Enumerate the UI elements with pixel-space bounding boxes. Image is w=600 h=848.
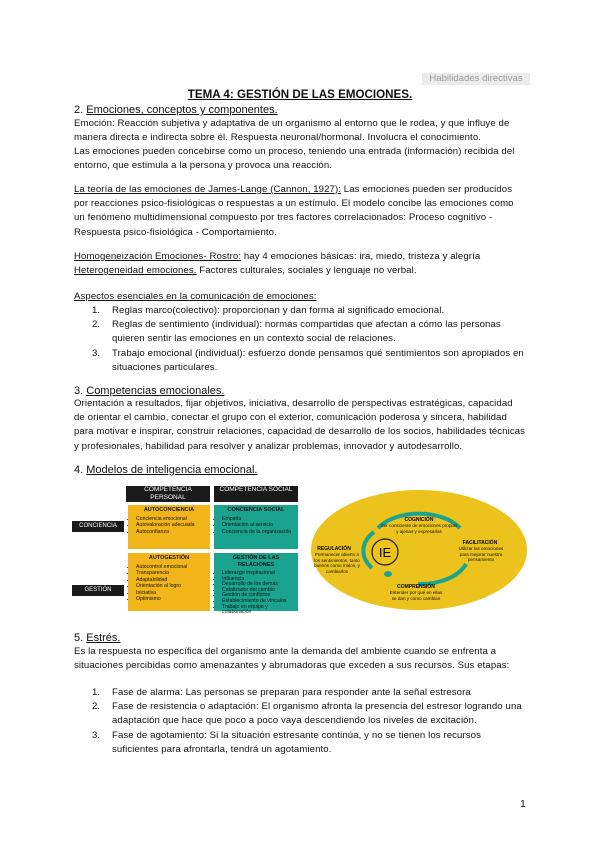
cognition-text-wrap xyxy=(380,523,458,543)
list-item: • Empatía xyxy=(222,516,294,522)
emotion-label: Emoción: xyxy=(74,118,115,129)
list-item: • Trabajo en equipo y colaboración xyxy=(222,605,294,616)
list-text: Reglas marco(colectivo): proporcionan y dan forma al significado emocional. xyxy=(112,305,445,316)
section-5-heading xyxy=(74,631,120,645)
emotion-definition xyxy=(74,117,526,145)
section-2-number: 2. xyxy=(74,104,84,116)
list-item: • Iniciativa xyxy=(136,590,206,596)
cycle-arrow xyxy=(384,571,392,577)
box-self-awareness xyxy=(128,505,210,549)
emotion-text: Reacción subjetiva y adaptativa de un organismo al entorno que le rodea, y que influye de manera directa e indirecta sobre él. Respuesta neuronal/hormonal. Involucra el conocimiento. xyxy=(74,118,510,144)
list-number: 3. xyxy=(92,347,101,359)
stress-stages-list xyxy=(74,686,526,757)
list-item: • Desarrollo de los demás xyxy=(222,582,294,588)
box-list xyxy=(214,569,298,616)
aspects-list xyxy=(74,304,526,375)
section-2-heading xyxy=(74,103,278,117)
list-number: 2. xyxy=(92,701,101,713)
cognition-title: COGNICIÓN xyxy=(404,517,434,523)
facilitation-text-wrap xyxy=(454,546,508,566)
box-title: CONCIENCIA SOCIAL xyxy=(227,507,285,513)
box-list xyxy=(214,514,298,535)
facilitation-title: FACILITACIÓN xyxy=(462,540,498,546)
homogeneization-line xyxy=(74,250,526,264)
list-item: • Establecimiento de vínculos xyxy=(222,599,294,605)
page-title: TEMA 4: GESTIÓN DE LAS EMOCIONES. xyxy=(187,88,413,101)
list-number: 1. xyxy=(92,305,101,316)
list-item: • Influencia xyxy=(222,577,294,583)
box-title: GESTIÓN DE LAS RELACIONES xyxy=(232,555,280,568)
matrix-row-management: GESTIÓN xyxy=(72,585,124,596)
box-list xyxy=(128,562,210,602)
ie-cycle-diagram xyxy=(308,488,530,612)
matrix-row-awareness: CONCIENCIA xyxy=(72,521,124,532)
aspects-title: Aspectos esenciales en la comunicación de emociones: xyxy=(74,291,317,302)
list-item: • Conciencia de la organización xyxy=(222,529,294,535)
homogeneization-text: hay 4 emociones básicas: ira, miedo, tristeza y alegría xyxy=(241,251,481,262)
list-text: Fase de resistencia o adaptación: El organismo afronta la presencia del estresor logrando una adaptación que hace que poco a poco vaya descendiendo los niveles de excitación. xyxy=(112,701,522,727)
regulation-text: Permanecer abierto a los sentimientos, tanto buenos como malos, y cambiarlos xyxy=(314,552,360,574)
list-item: • Autoconfianza xyxy=(136,529,206,535)
list-item: • Orientación al servicio xyxy=(222,522,294,528)
list-number: 3. xyxy=(92,729,101,741)
list-number: 2. xyxy=(92,319,101,331)
header-tag: Habilidades directivas xyxy=(422,73,530,85)
list-item xyxy=(74,686,526,700)
section-2-title: Emociones, conceptos y componentes. xyxy=(86,104,278,116)
list-item xyxy=(74,304,526,318)
section-4-title: Modelos de inteligencia emocional. xyxy=(86,464,258,476)
list-text: Trabajo emocional (individual): esfuerzo donde pensamos qué sentimientos son apropiados en situaciones particulares. xyxy=(112,347,524,373)
list-item: • Orientación al logro xyxy=(136,583,206,589)
section-4-heading xyxy=(74,463,257,477)
section-3-heading xyxy=(74,384,224,398)
heterogeneity-text: Factores culturales, sociales y lenguaje no verbal. xyxy=(196,265,417,276)
section-4-number: 4. xyxy=(74,464,84,476)
comprehension-title: COMPRENSIÓN xyxy=(397,584,435,590)
emotion-process-paragraph: Las emociones pueden concebirse como un proceso, teniendo una entrada (información) recibida del entorno, que estimula a la persona y provoca una reacción. xyxy=(74,146,515,172)
box-title: AUTOGESTIÓN xyxy=(148,555,190,561)
section-3-number: 3. xyxy=(74,385,84,397)
section-5-number: 5. xyxy=(74,632,84,644)
regulation-title: REGULACIÓN xyxy=(317,546,351,552)
box-relationship-management xyxy=(214,553,298,616)
james-lange-paragraph xyxy=(74,183,526,240)
list-item: • Transparencia xyxy=(136,570,206,576)
list-item: • Conciencia emocional xyxy=(136,516,206,522)
ie-label: IE xyxy=(378,545,392,560)
regulation-text-wrap xyxy=(313,552,361,578)
matrix-col-personal: COMPETENCIA PERSONAL xyxy=(126,486,210,502)
homogeneization-label: Homogeneización Emociones- Rostro: xyxy=(74,251,242,262)
list-item xyxy=(74,700,526,728)
box-title: AUTOCONCIENCIA xyxy=(143,507,195,513)
list-item: • Liderazgo inspiracional xyxy=(222,571,294,577)
competencies-paragraph: Orientación a resultados, fijar objetivos, iniciativa, desarrollo de perspectivas estratégicas, capacidad de orientar el cambio, conectar el grupo con el exterior, comunicación poderosa y sincera, habilidad para motivar e inspirar, construir relaciones, capacidad de desarrollo de los socios, habilidades técnicas y profesionales, habilidad para resolver y analizar problemas, innovador y autodesarrollo. xyxy=(74,398,526,452)
list-item: • Gestión de conflictos xyxy=(222,593,294,599)
list-text: Fase de alarma: Las personas se preparan para responder ante la señal estresora xyxy=(112,687,471,698)
box-self-management xyxy=(128,553,210,611)
list-item: • Catalizador del cambio xyxy=(222,588,294,594)
list-item: • Autovaloración adecuada xyxy=(136,522,206,528)
list-item xyxy=(74,318,526,346)
james-lange-label: La teoría de las emociones de James-Lange (Cannon, 1927): xyxy=(74,184,342,195)
section-5-title: Estrés. xyxy=(86,632,121,644)
list-item: • Autocontrol emocional xyxy=(136,564,206,570)
matrix-col-social: COMPETENCIA SOCIAL xyxy=(214,486,298,502)
box-list xyxy=(128,514,210,535)
section-3-title: Competencias emocionales. xyxy=(86,385,225,397)
competence-matrix xyxy=(72,486,300,616)
stress-paragraph: Es la respuesta no específica del organismo ante la demanda del ambiente cuando se enfrenta a situaciones percibidas como amenazantes y abrumadoras que exceden a sus recursos. Sus etapas: xyxy=(74,646,510,672)
list-text: Fase de agotamiento: Si la situación estresante continúa, y no se tienen los recursos suficientes para afrontarla, tendrá un agotamiento. xyxy=(112,729,482,755)
list-item xyxy=(74,347,526,375)
heterogeneity-label: Heterogeneidad emociones. xyxy=(74,265,197,276)
james-lange-text: Las emociones pueden ser producidos por reacciones psico-fisiológicas o respuestas a un estímulo. El modelo concibe las emociones como un fenómeno multidimensional compuesto por tres factores correlacionados: Proceso cognitivo - Respuesta psico-fisiológica - Comportamiento. xyxy=(74,184,514,238)
box-social-awareness xyxy=(214,505,298,549)
list-item xyxy=(74,729,526,757)
list-text: Reglas de sentimiento (individual): normas compartidas que afectan a cómo las personas quieren sentir las emociones en un contexto social de relaciones. xyxy=(112,319,501,345)
comprehension-text-wrap xyxy=(388,590,444,606)
facilitation-text: Utilizar las emociones para mejorar nuestro pensamiento xyxy=(458,546,504,562)
comprehension-text: Entender por qué en ellas se dan y como cambian xyxy=(389,590,443,601)
list-item: • Optimismo xyxy=(136,596,206,602)
list-number: 1. xyxy=(92,687,101,698)
page-number: 1 xyxy=(520,798,526,810)
heterogeneity-line xyxy=(74,264,526,278)
list-item: • Adaptabilidad xyxy=(136,577,206,583)
cognition-text: Ser consciente de emociones propias y ajenas y expresarlas xyxy=(380,523,458,534)
